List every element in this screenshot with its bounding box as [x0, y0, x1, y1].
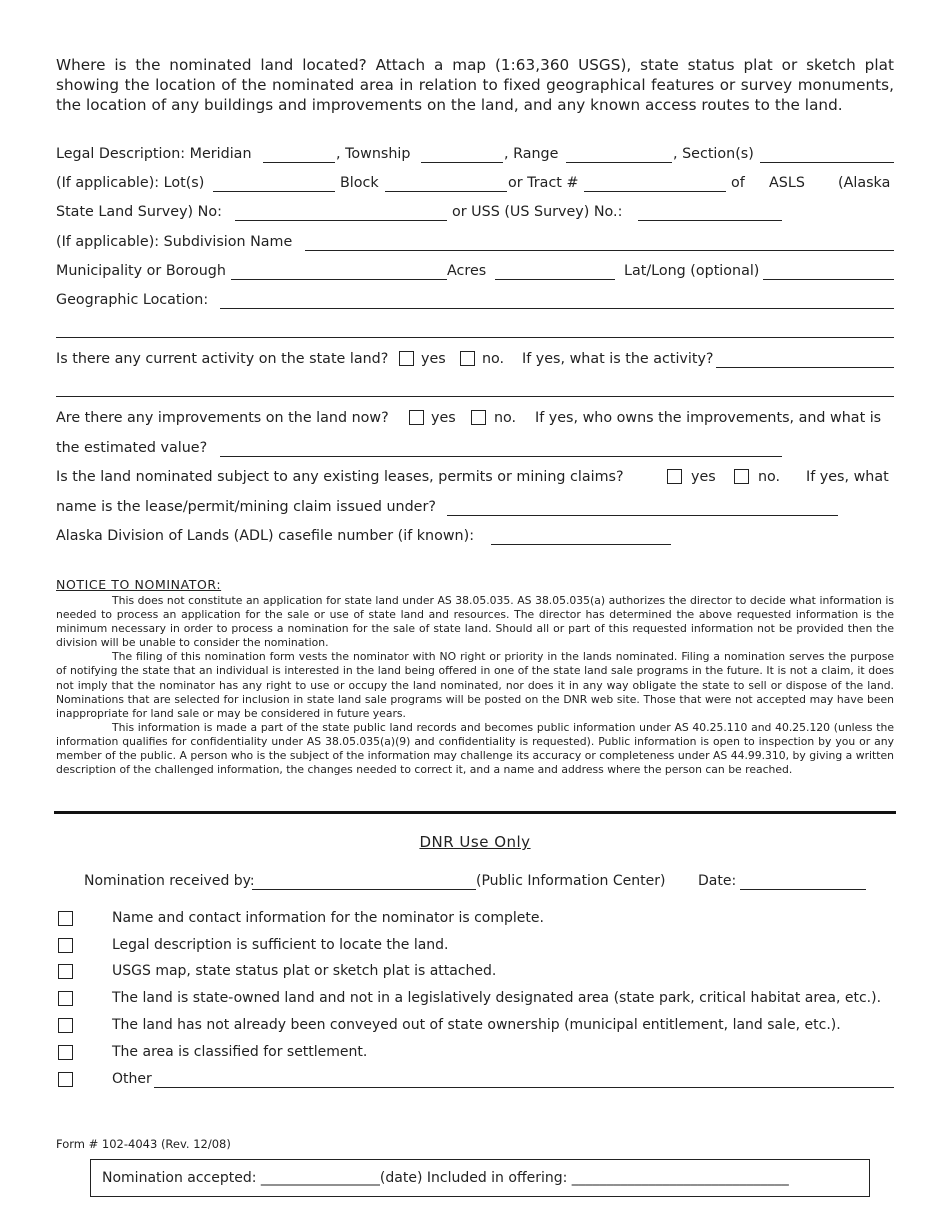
- improvements-row: [56, 407, 894, 429]
- dnr-check-label: USGS map, state status plat or sketch plat is attached.: [112, 963, 497, 979]
- received-label: Nomination received by:: [84, 873, 255, 889]
- lots-row: [56, 172, 894, 194]
- improvements-yes-label: yes: [431, 410, 456, 426]
- received-field[interactable]: [252, 889, 476, 890]
- dnr-checkbox[interactable]: [58, 938, 73, 953]
- subdivision-field[interactable]: [305, 250, 894, 251]
- adl-row: [56, 525, 894, 547]
- leases-no-label: no.: [758, 469, 781, 485]
- survey-label: State Land Survey) No:: [56, 204, 222, 220]
- included-field[interactable]: (date) Included in offering: _______________________________: [379, 1170, 789, 1186]
- geographic-label: Geographic Location:: [56, 292, 209, 308]
- dnr-check-row: [56, 935, 894, 955]
- dnr-check-row: [56, 988, 894, 1008]
- dnr-check-row-other: [56, 1069, 894, 1089]
- notice-paragraph-2: The filing of this nomination form vests the nominator with NO right or priority in the lands nominated. Filing a nomination serves the purpose of notifying the state that an individual is interested in the land being offered in one of the state land sale programs in the future. It is not a claim, it does not imply that the nominator has any right to use or occupy the land nominated, nor does it in any way obligate the state to sell or dispose of the land. Nominations that are selected for inclusion in state land sale programs will be posted on the DNR web site. Those that were not accepted may have been inappropriate for land sale or may be considered in future years.: [56, 650, 894, 720]
- geographic-field-line-2[interactable]: [56, 337, 894, 338]
- notice-title: NOTICE TO NOMINATOR:: [56, 577, 222, 592]
- notice-body: [56, 594, 894, 777]
- township-label: , Township: [336, 146, 411, 162]
- date-label: Date:: [698, 873, 737, 889]
- subdivision-row: [56, 231, 894, 253]
- uss-field[interactable]: [638, 220, 782, 221]
- acres-label: Acres: [447, 263, 487, 279]
- lots-field[interactable]: [213, 191, 335, 192]
- legal-description-row: [56, 143, 894, 165]
- leases-name-label: name is the lease/permit/mining claim issued under?: [56, 499, 436, 515]
- dnr-check-label-other: Other: [112, 1071, 152, 1087]
- dnr-check-label: The area is classified for settlement.: [112, 1044, 368, 1060]
- dnr-check-label: Name and contact information for the nominator is complete.: [112, 910, 544, 926]
- pic-label: (Public Information Center): [476, 873, 666, 889]
- block-field[interactable]: [385, 191, 507, 192]
- tract-field[interactable]: [584, 191, 726, 192]
- leases-row: [56, 466, 894, 488]
- dnr-check-row: [56, 908, 894, 928]
- municipality-label: Municipality or Borough: [56, 263, 226, 279]
- activity-row: [56, 348, 894, 370]
- dnr-checkbox-other[interactable]: [58, 1072, 73, 1087]
- improvements-value-label: the estimated value?: [56, 440, 208, 456]
- activity-followup-label: If yes, what is the activity?: [522, 351, 714, 367]
- improvements-no-checkbox[interactable]: [471, 410, 486, 425]
- improvements-yes-checkbox[interactable]: [409, 410, 424, 425]
- lots-label: (If applicable): Lot(s): [56, 175, 205, 191]
- activity-yes-checkbox[interactable]: [399, 351, 414, 366]
- dnr-title-text: DNR Use Only: [419, 833, 531, 851]
- subdivision-label: (If applicable): Subdivision Name: [56, 234, 293, 250]
- accepted-field[interactable]: Nomination accepted: _________________: [102, 1170, 380, 1186]
- section-label: , Section(s): [673, 146, 754, 162]
- latlong-label: Lat/Long (optional): [624, 263, 760, 279]
- latlong-field[interactable]: [763, 279, 894, 280]
- notice-paragraph-3: This information is made a part of the state public land records and becomes public information under AS 40.25.110 and 40.25.120 (unless the information qualifies for confidentiality under AS 38.05.035(a)(9) and confidentiality is requested). Public information is open to inspection by you or any member of the public. A person who is the subject of the information may challenge its accuracy or completeness under AS 44.99.310, by giving a written description of the challenged information, the changes needed to correct it, and a name and address where the person can be reached.: [56, 720, 894, 777]
- dnr-check-label: The land has not already been conveyed out of state ownership (municipal entitlement, land sale, etc.).: [112, 1017, 841, 1033]
- meridian-field[interactable]: [263, 162, 335, 163]
- activity-field-line-2[interactable]: [56, 396, 894, 397]
- dnr-check-label: Legal description is sufficient to locate the land.: [112, 937, 449, 953]
- leases-yes-label: yes: [691, 469, 716, 485]
- leases-label: Is the land nominated subject to any existing leases, permits or mining claims?: [56, 469, 624, 485]
- dnr-checkbox[interactable]: [58, 964, 73, 979]
- leases-yes-checkbox[interactable]: [667, 469, 682, 484]
- improvements-label: Are there any improvements on the land now?: [56, 410, 389, 426]
- meridian-label: Legal Description: Meridian: [56, 146, 252, 162]
- dnr-checkbox[interactable]: [58, 991, 73, 1006]
- municipality-row: [56, 260, 894, 282]
- leases-no-checkbox[interactable]: [734, 469, 749, 484]
- dnr-check-row: [56, 961, 894, 981]
- leases-name-field[interactable]: [447, 515, 838, 516]
- activity-no-checkbox[interactable]: [460, 351, 475, 366]
- asls-label: ASLS: [769, 175, 805, 191]
- dnr-check-row: [56, 1042, 894, 1062]
- geographic-field[interactable]: [220, 308, 894, 309]
- of-label: of: [731, 175, 745, 191]
- dnr-check-label: The land is state-owned land and not in a legislatively designated area (state park, critical habitat area, etc.).: [112, 990, 882, 1006]
- date-field[interactable]: [740, 889, 866, 890]
- range-label: , Range: [504, 146, 559, 162]
- uss-label: or USS (US Survey) No.:: [452, 204, 623, 220]
- acceptance-box: [90, 1159, 870, 1197]
- section-field[interactable]: [760, 162, 894, 163]
- activity-yes-label: yes: [421, 351, 446, 367]
- improvements-no-label: no.: [494, 410, 517, 426]
- intro-paragraph: Where is the nominated land located? Attach a map (1:63,360 USGS), state status plat or sketch plat showing the location of the nominated area in relation to fixed geographical features or survey monuments, the location of any buildings and improvements on the land, and any known access routes to the land.: [56, 56, 894, 114]
- form-number: Form # 102-4043 (Rev. 12/08): [56, 1137, 231, 1151]
- section-divider: [54, 811, 896, 814]
- activity-no-label: no.: [482, 351, 505, 367]
- municipality-field[interactable]: [231, 279, 447, 280]
- improvements-followup-label: If yes, who owns the improvements, and what is: [535, 410, 882, 426]
- dnr-title: [0, 833, 950, 851]
- survey-row: [56, 201, 894, 223]
- adl-label: Alaska Division of Lands (ADL) casefile number (if known):: [56, 528, 475, 544]
- tract-label: or Tract #: [508, 175, 579, 191]
- improvements-value-row: [56, 437, 894, 459]
- acres-field[interactable]: [495, 279, 615, 280]
- dnr-checkbox[interactable]: [58, 911, 73, 926]
- block-label: Block: [340, 175, 379, 191]
- range-field[interactable]: [566, 162, 672, 163]
- adl-field[interactable]: [491, 544, 671, 545]
- township-field[interactable]: [421, 162, 503, 163]
- activity-field[interactable]: [716, 367, 894, 368]
- received-row: [56, 870, 894, 892]
- geographic-row: [56, 289, 894, 311]
- survey-field[interactable]: [235, 220, 447, 221]
- other-field[interactable]: [154, 1087, 894, 1088]
- dnr-checkbox[interactable]: [58, 1018, 73, 1033]
- dnr-check-row: [56, 1015, 894, 1035]
- notice-paragraph-1: This does not constitute an application for state land under AS 38.05.035. AS 38.05.035(a) authorizes the director to decide what information is needed to process an application for the sale or use of state land and resources. The director has determined the above requested information is the minimum necessary in order to process a nomination for the sale of state land. Should all or part of this requested information not be provided then the division will be unable to consider the nomination.: [56, 594, 894, 650]
- improvements-value-field[interactable]: [220, 456, 782, 457]
- dnr-checkbox[interactable]: [58, 1045, 73, 1060]
- leases-followup-label: If yes, what: [806, 469, 889, 485]
- leases-name-row: [56, 496, 894, 518]
- activity-label: Is there any current activity on the state land?: [56, 351, 389, 367]
- alaska-label: (Alaska: [838, 175, 891, 191]
